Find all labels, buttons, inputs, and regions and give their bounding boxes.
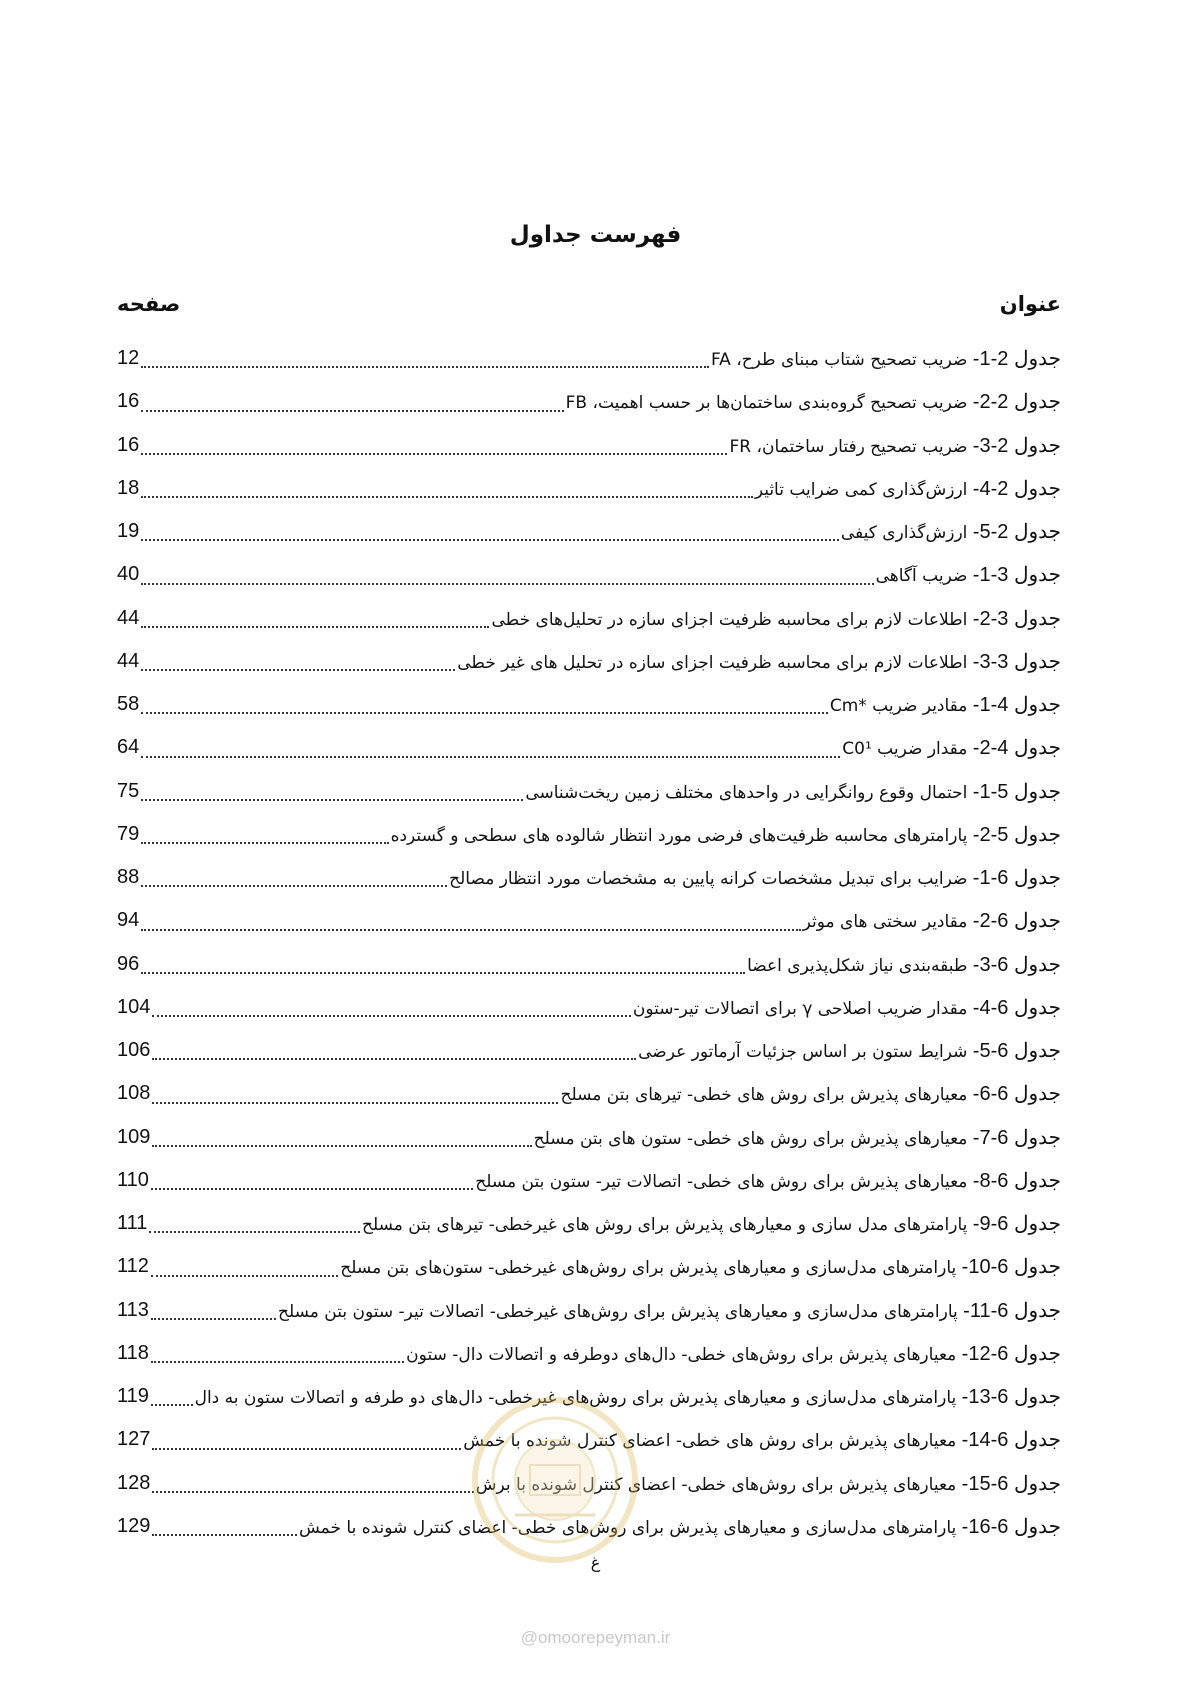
toc-entry-text: پارامترهای مدل‌سازی و معیارهای پذیرش برای روش‌های خطی- اعضای کنترل شونده با خمش	[298, 1517, 962, 1538]
toc-entry[interactable]	[117, 597, 1061, 640]
toc-entry-text: مقادیر سختی های موثر	[802, 912, 973, 933]
toc-entry-label: جدول 6-3-	[972, 953, 1061, 976]
toc-leader-dots	[141, 539, 839, 541]
toc-entry-text: اطلاعات لازم برای محاسبه ظرفیت اجزای سازه در تحلیل های غیر خطی	[457, 652, 973, 673]
toc-entry-text: معیارهای پذیرش برای روش های خطی- ستون های بتن مسلح	[533, 1128, 973, 1149]
toc-entry-page: 44	[117, 606, 140, 629]
toc-leader-dots	[141, 972, 745, 974]
toc-leader-dots	[141, 799, 523, 801]
toc-leader-dots	[152, 1145, 531, 1147]
toc-entry-text: پارامترهای مدل‌سازی و معیارهای پذیرش برای روش‌های غیرخطی- اتصالات تیر- ستون بتن مسلح	[277, 1301, 964, 1322]
toc-entry-label: جدول 3-2-	[972, 607, 1061, 630]
toc-entry-text: طبقه‌بندی نیاز شکل‌پذیری اعضا	[747, 955, 973, 976]
toc-entry[interactable]	[117, 986, 1061, 1029]
toc-entry-text: معیارهای پذیرش برای روش های خطی- اعضای کنترل شونده با خمش	[463, 1431, 962, 1452]
toc-entry-text: معیارهای پذیرش برای روش های خطی- اتصالات تیر- ستون بتن مسلح	[475, 1171, 973, 1192]
toc-leader-dots	[141, 366, 709, 368]
toc-entry-title	[491, 606, 1061, 631]
toc-entry-label: جدول 6-4-	[972, 996, 1061, 1019]
toc-entry[interactable]	[117, 726, 1061, 769]
toc-entry-text: اطلاعات لازم برای محاسبه ظرفیت اجزای سازه در تحلیل‌های خطی	[491, 609, 973, 630]
toc-entry-text: معیارهای پذیرش برای روش‌های خطی- دال‌های دوطرفه و اتصالات دال- ستون	[406, 1344, 962, 1365]
toc-entry-label: جدول 6-9-	[972, 1213, 1061, 1236]
toc-entry-label: جدول 2-4-	[972, 477, 1061, 500]
toc-entry-page: 94	[117, 909, 140, 932]
toc-leader-dots	[141, 626, 489, 628]
toc-leader-dots	[151, 1275, 338, 1277]
toc-entry[interactable]	[117, 813, 1061, 856]
toc-entry-label: جدول 3-1-	[972, 564, 1061, 587]
toc-header	[117, 292, 1061, 322]
toc-entry-title	[299, 1514, 1061, 1539]
toc-entry-title	[842, 735, 1061, 760]
toc-entry-title	[534, 1125, 1061, 1150]
toc-entry-label: جدول 6-14-	[961, 1429, 1061, 1452]
toc-entry[interactable]	[117, 553, 1061, 596]
toc-entry-label: جدول 5-2-	[972, 823, 1061, 846]
toc-entry[interactable]	[117, 1159, 1061, 1202]
toc-entry-title	[449, 865, 1061, 890]
toc-entry-page: 19	[117, 520, 140, 543]
toc-leader-dots	[141, 496, 753, 498]
toc-entry-title	[711, 346, 1061, 371]
toc-entry-title	[841, 519, 1061, 544]
toc-entry-title	[391, 822, 1061, 847]
toc-entry-page: 75	[117, 779, 140, 802]
column-title-header: عنوان	[999, 292, 1061, 316]
toc-entry[interactable]	[117, 640, 1061, 683]
page-title: فهرست جداول	[509, 222, 682, 248]
toc-leader-dots	[141, 842, 388, 844]
toc-entry-title	[638, 1038, 1061, 1063]
toc-entry-label: جدول 6-2-	[972, 910, 1061, 933]
toc-entry[interactable]	[117, 1332, 1061, 1375]
toc-entry-title	[457, 649, 1061, 674]
column-page-header: صفحه	[117, 292, 181, 316]
toc-entry-page: 119	[117, 1385, 149, 1408]
toc-entry-page: 104	[117, 995, 151, 1018]
toc-entry[interactable]	[117, 1072, 1061, 1115]
toc-entry-title	[278, 1298, 1061, 1323]
toc-entry-text: مقدار ضریب C0¹	[842, 739, 973, 760]
toc-entry[interactable]	[117, 1289, 1061, 1332]
toc-entry-text: شرایط ستون بر اساس جزئیات آرماتور عرضی	[638, 1042, 973, 1063]
toc-entry-page: 113	[117, 1298, 149, 1321]
toc-entry[interactable]	[117, 337, 1061, 380]
toc-entry-text: پارامترهای مدل‌سازی و معیارهای پذیرش برای روش‌های غیرخطی- ستون‌های بتن مسلح	[340, 1258, 962, 1279]
toc-leader-dots	[152, 1058, 636, 1060]
toc-entry-page: 40	[117, 563, 140, 586]
toc-entry-page: 128	[117, 1471, 151, 1494]
toc-leader-dots	[141, 712, 828, 714]
toc-entry-text: پارامترهای محاسبه ظرفیت‌های فرضی مورد انتظار شالوده های سطحی و گسترده	[390, 825, 973, 846]
toc-leader-dots	[152, 1448, 461, 1450]
page-number: غ	[590, 1553, 601, 1572]
toc-leader-dots	[141, 885, 447, 887]
toc-entry-text: مقدار ضریب اصلاحی γ برای اتصالات تیر-ستون	[632, 998, 973, 1019]
toc-entry-page: 18	[117, 476, 140, 499]
toc-entry-text: ضریب تصحیح رفتار ساختمان، FR	[729, 436, 973, 457]
toc-entry-page: 79	[117, 822, 140, 845]
toc-entry-title	[566, 389, 1061, 414]
toc-entry-page: 106	[117, 1039, 151, 1062]
toc-entry[interactable]	[117, 510, 1061, 553]
toc-entry-page: 109	[117, 1125, 151, 1148]
toc-entry[interactable]	[117, 1202, 1061, 1245]
toc-entry-page: 118	[117, 1341, 149, 1364]
toc-entry-text: ارزش‌گذاری کیفی	[840, 523, 973, 544]
toc-entry-page: 12	[117, 347, 140, 370]
toc-entry-title	[876, 562, 1061, 587]
toc-entry-page: 129	[117, 1514, 151, 1537]
toc-entry-page: 88	[117, 866, 140, 889]
toc-entry[interactable]	[117, 1029, 1061, 1072]
toc-entry-title	[755, 476, 1061, 501]
toc-leader-dots	[151, 1188, 473, 1190]
toc-leader-dots	[152, 1102, 558, 1104]
toc-entry-text: ضریب آگاهی	[875, 566, 973, 587]
toc-entry-page: 127	[117, 1428, 151, 1451]
toc-entry-label: جدول 6-16-	[961, 1515, 1061, 1538]
toc-leader-dots	[151, 1404, 193, 1406]
toc-entry-title	[525, 779, 1061, 804]
toc-entry-page: 108	[117, 1082, 151, 1105]
toc-entry-label: جدول 2-2-	[972, 391, 1061, 414]
toc-entry-label: جدول 4-1-	[972, 694, 1061, 717]
toc-entry-text: ضریب تصحیح شتاب مبنای طرح، FA	[710, 350, 973, 371]
toc-entry-page: 110	[117, 1168, 149, 1191]
toc-entry-label: جدول 2-5-	[972, 521, 1061, 544]
toc-entry-title	[406, 1341, 1061, 1366]
toc-entry-page: 44	[117, 649, 140, 672]
toc-leader-dots	[152, 1534, 297, 1536]
toc-entry-page: 16	[117, 390, 140, 413]
toc-entry-title	[340, 1254, 1061, 1279]
toc-entry-page: 64	[117, 736, 140, 759]
toc-entry-label: جدول 6-8-	[972, 1169, 1061, 1192]
toc-entry-label: جدول 6-11-	[963, 1299, 1061, 1322]
toc-entry-title	[560, 1081, 1061, 1106]
toc-entry-page: 96	[117, 952, 140, 975]
toc-leader-dots	[141, 669, 455, 671]
toc-entry-label: جدول 6-6-	[972, 1083, 1061, 1106]
toc-entry-label: جدول 6-7-	[972, 1126, 1061, 1149]
toc-leader-dots	[151, 1361, 404, 1363]
toc-entry[interactable]	[117, 856, 1061, 899]
toc-entry-label: جدول 6-15-	[961, 1472, 1061, 1495]
toc-entry-text: پارامترهای مدل‌سازی و معیارهای پذیرش برای روش‌های غیرخطی- دال‌های دو طرفه و اتصالات ستون به دال	[194, 1388, 962, 1409]
toc-entry-text: معیارهای پذیرش برای روش‌های خطی- اعضای کنترل شونده با برش	[475, 1474, 962, 1495]
toc-leader-dots	[141, 929, 800, 931]
toc-entry-page: 112	[117, 1255, 149, 1278]
toc-entry-label: جدول 2-3-	[972, 434, 1061, 457]
toc-entry-page: 58	[117, 693, 140, 716]
toc-entry-page: 16	[117, 433, 140, 456]
toc-entry-title	[803, 908, 1061, 933]
toc-entry-title	[747, 952, 1061, 977]
toc-entry-text: ضریب تصحیح گروه‌بندی ساختمان‌ها بر حسب اهمیت، FB	[565, 393, 973, 414]
toc-entry[interactable]	[117, 1116, 1061, 1159]
toc-entry[interactable]	[117, 899, 1061, 942]
toc-entry-title	[362, 1211, 1061, 1236]
toc-entry[interactable]	[117, 424, 1061, 467]
toc-entry-label: جدول 6-12-	[961, 1342, 1061, 1365]
toc-entry[interactable]	[117, 683, 1061, 726]
toc-entry-label: جدول 6-13-	[961, 1386, 1061, 1409]
toc-leader-dots	[141, 453, 727, 455]
toc-entry-label: جدول 6-1-	[972, 867, 1061, 890]
toc-entry-title	[475, 1168, 1061, 1193]
toc-entry-title	[830, 692, 1061, 717]
watermark-seal-icon	[470, 1395, 640, 1565]
toc-entry-text: معیارهای پذیرش برای روش های خطی- تیرهای بتن مسلح	[560, 1085, 973, 1106]
table-of-tables	[117, 337, 1061, 1548]
toc-leader-dots	[152, 1491, 473, 1493]
toc-leader-dots	[141, 756, 840, 758]
toc-entry-label: جدول 6-10-	[961, 1256, 1061, 1279]
toc-entry-title	[729, 433, 1061, 458]
toc-entry-label: جدول 2-1-	[972, 348, 1061, 371]
toc-leader-dots	[141, 583, 873, 585]
toc-entry-label: جدول 4-2-	[972, 737, 1061, 760]
toc-leader-dots	[152, 1015, 631, 1017]
toc-entry-text: ارزش‌گذاری کمی ضرایب تاثیر	[754, 479, 973, 500]
toc-entry-text: مقادیر ضریب *Cm	[829, 696, 973, 717]
toc-leader-dots	[151, 1318, 276, 1320]
toc-entry[interactable]	[117, 467, 1061, 510]
toc-entry-text: ضرایب برای تبدیل مشخصات کرانه پایین به مشخصات مورد انتظار مصالح	[449, 869, 973, 890]
toc-entry-text: پارامترهای مدل سازی و معیارهای پذیرش برای روش های غیرخطی- تیرهای بتن مسلح	[362, 1215, 973, 1236]
toc-entry-text: احتمال وقوع روانگرایی در واحدهای مختلف زمین ریخت‌شناسی	[525, 782, 973, 803]
toc-entry[interactable]	[117, 1245, 1061, 1288]
toc-entry-label: جدول 3-3-	[972, 650, 1061, 673]
toc-entry-page: 111	[117, 1212, 148, 1235]
toc-entry-label: جدول 6-5-	[972, 1040, 1061, 1063]
toc-leader-dots	[141, 410, 563, 412]
toc-entry[interactable]	[117, 380, 1061, 423]
toc-leader-dots	[149, 1231, 360, 1233]
toc-entry-title	[633, 995, 1061, 1020]
toc-entry-label: جدول 5-1-	[972, 780, 1061, 803]
watermark-url: @omoorepeyman.ir	[520, 1628, 671, 1647]
toc-entry[interactable]	[117, 770, 1061, 813]
toc-entry[interactable]	[117, 943, 1061, 986]
